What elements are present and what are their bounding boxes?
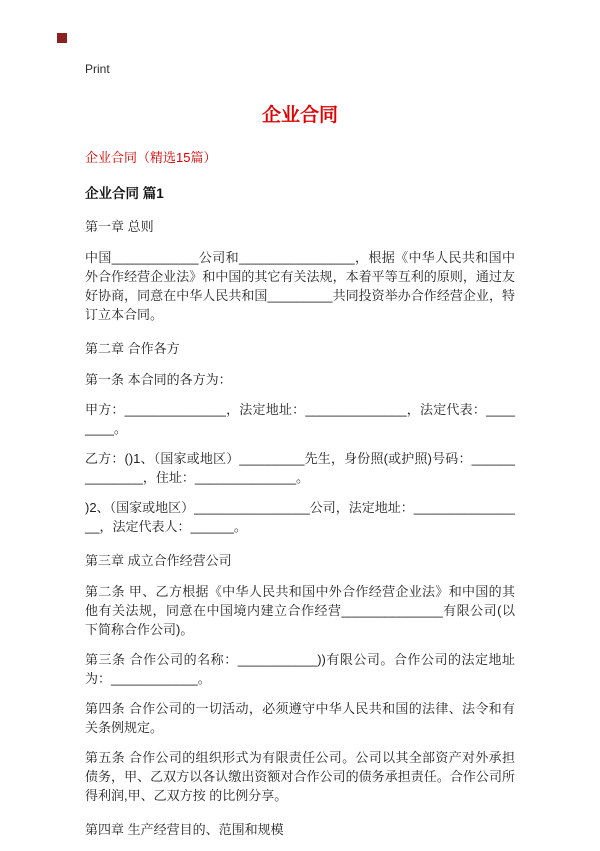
paragraph: 第二条 甲、乙方根据《中华人民共和国中外合作经营企业法》和中国的其他有关法规，同意在中国境内建立合作经营______________有限公司(以下简称合作公司)。	[85, 584, 515, 637]
paragraph: 第五条 合作公司的组织形式为有限责任公司。公司以其全部资产对外承担债务，甲、乙双方以各认缴出资额对合作公司的债务承担责任。合作公司所得利润,甲、乙双方按 的比例分享。	[85, 750, 515, 803]
chapter-heading: 第三章 成立合作经营公司	[85, 553, 232, 568]
document-page	[85, 60, 515, 851]
chapter-heading: 第四章 生产经营目的、范围和规模	[85, 822, 284, 837]
paragraph: 第一条 本合同的各方为：	[85, 372, 232, 387]
paragraph: 中国____________公司和________________，根据《中华人民共和国中外合作经营企业法》和中国的其它有关法规，本着平等互利的原则，通过友好协商，同意在中华人民共和国_________共同投资举办合作经营企业，特订立本合同。	[85, 250, 515, 322]
chapter-heading: 第二章 合作各方	[85, 341, 180, 356]
paragraph: )2、（国家或地区）________________公司，法定地址：________________，法定代表人：______。	[85, 500, 515, 534]
chapter-heading: 第一章 总则	[85, 219, 154, 234]
paragraph: 第三条 合作公司的名称：___________))有限公司。合作公司的法定地址为：____________。	[85, 652, 515, 686]
page-corner-mark-icon	[57, 33, 67, 43]
document-subtitle: 企业合同（精选15篇）	[85, 150, 217, 165]
section-heading: 企业合同 篇1	[85, 186, 164, 201]
paragraph: 甲方：______________，法定地址：______________，法定代表：________。	[85, 402, 515, 436]
paragraph: 第四条 合作公司的一切活动，必须遵守中华人民共和国的法律、法令和有关条例规定。	[85, 701, 515, 735]
paragraph: 乙方：()1、（国家或地区）_________先生，身份照(或护照)号码：______________，住址：______________。	[85, 451, 515, 485]
document-title: 企业合同	[261, 105, 338, 126]
print-link[interactable]: Print	[85, 62, 110, 76]
